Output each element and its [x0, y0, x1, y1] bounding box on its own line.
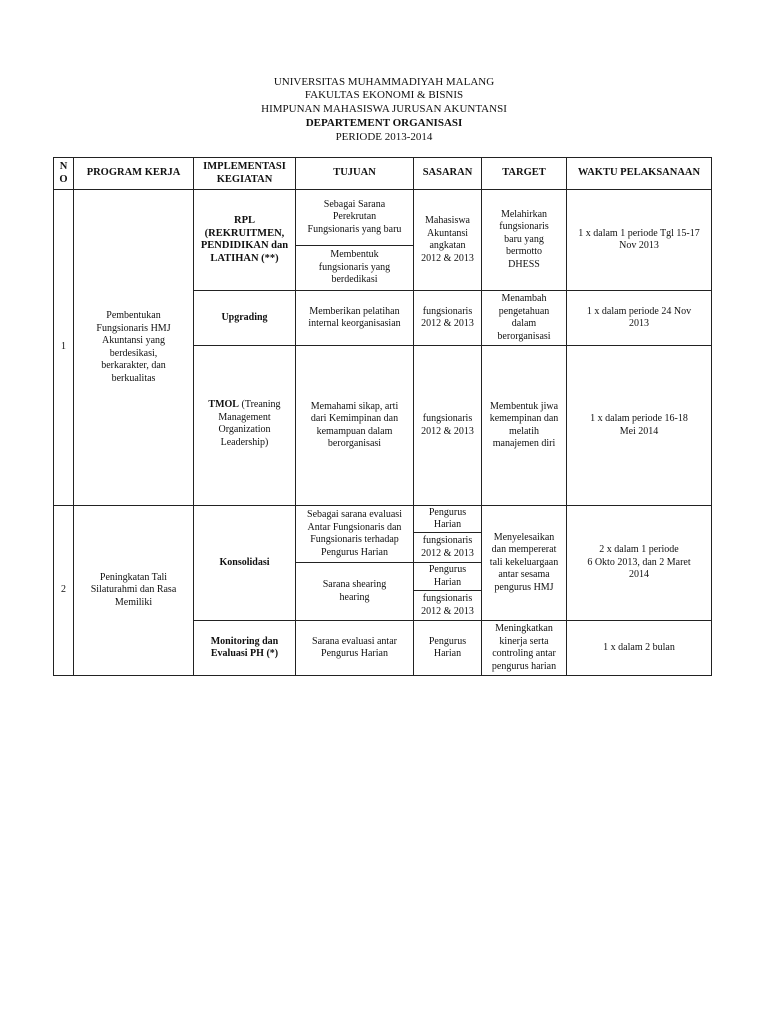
target: Membentuk jiwa kemempinan dan melatih manajemen diri — [481, 345, 567, 506]
activity-rpl: RPL (REKRUITMEN, PENDIDIKAN dan LATIHAN (**) — [193, 189, 296, 291]
target: Menyelesaikan dan mempererat tali kekeluargaan antar sesama pengurus HMJ — [481, 505, 567, 621]
sasaran: fungsionaris 2012 & 2013 — [413, 345, 482, 506]
department-name: DEPARTEMENT ORGANISASI — [305, 117, 463, 129]
activity-konsolidasi: Konsolidasi — [193, 505, 296, 621]
tujuan: Memberikan pelatihan internal keorganisasian — [295, 290, 414, 346]
program-kerja: Peningkatan Tali Silaturahmi dan Rasa Memiliki — [73, 505, 194, 676]
col-header-sasaran: SASARAN — [413, 157, 482, 190]
activity-tmol-acronym: TMOL — [208, 399, 239, 410]
tujuan: Membentuk fungsionaris yang berdedikasi — [295, 245, 414, 291]
row-no: 2 — [53, 505, 74, 676]
col-header-program: PROGRAM KERJA — [73, 157, 194, 190]
col-header-waktu: WAKTU PELAKSANAAN — [566, 157, 712, 190]
program-kerja: Pembentukan Fungsionaris HMJ Akuntansi yang berdesikasi, berkarakter, dan berkualitas — [73, 189, 194, 506]
sasaran: fungsionaris 2012 & 2013 — [413, 290, 482, 346]
col-header-tujuan: TUJUAN — [295, 157, 414, 190]
sasaran: fungsionaris 2012 & 2013 — [413, 590, 482, 621]
waktu: 1 x dalam periode 24 Nov 2013 — [566, 290, 712, 346]
row-no: 1 — [53, 189, 74, 506]
target: Menambah pengetahuan dalam berorganisasi — [481, 290, 567, 346]
sasaran: Pengurus Harian — [413, 620, 482, 676]
waktu: 1 x dalam periode 16-18 Mei 2014 — [566, 345, 712, 506]
target: Melahirkan fungsionaris baru yang bermotto DHESS — [481, 189, 567, 291]
tujuan: Sarana evaluasi antar Pengurus Harian — [295, 620, 414, 676]
tujuan: Sebagai sarana evaluasi Antar Fungsionaris dan Fungsionaris terhadap Pengurus Harian — [295, 505, 414, 563]
col-header-no: N O — [53, 157, 74, 190]
faculty-name: FAKULTAS EKONOMI & BISNIS — [304, 89, 464, 101]
association-name: HIMPUNAN MAHASISWA JURUSAN AKUNTANSI — [261, 103, 507, 115]
sasaran: Mahasiswa Akuntansi angkatan 2012 & 2013 — [413, 189, 482, 291]
activity-monitoring: Monitoring dan Evaluasi PH (*) — [193, 620, 296, 676]
waktu: 1 x dalam 1 periode Tgl 15-17 Nov 2013 — [566, 189, 712, 291]
activity-tmol-full: (Treaning Management Organization Leadership) — [218, 399, 281, 448]
col-header-target: TARGET — [481, 157, 567, 190]
activity-upgrading: Upgrading — [193, 290, 296, 346]
waktu: 1 x dalam 2 bulan — [566, 620, 712, 676]
activity-tmol — [193, 345, 296, 506]
col-header-implementasi: IMPLEMENTASI KEGIATAN — [193, 157, 296, 190]
sasaran: fungsionaris 2012 & 2013 — [413, 532, 482, 563]
target: Meningkatkan kinerja serta controling antar pengurus harian — [481, 620, 567, 676]
sasaran: Pengurus Harian — [413, 562, 482, 591]
sasaran: Pengurus Harian — [413, 505, 482, 533]
period: PERIODE 2013-2014 — [335, 131, 433, 143]
tujuan: Memahami sikap, arti dari Kemimpinan dan kemampuan dalam berorganisasi — [295, 345, 414, 506]
waktu: 2 x dalam 1 periode 6 Okto 2013, dan 2 Maret 2014 — [566, 505, 712, 621]
university-name: UNIVERSITAS MUHAMMADIYAH MALANG — [273, 76, 495, 88]
tujuan: Sebagai Sarana Perekrutan Fungsionaris yang baru — [295, 189, 414, 246]
tujuan: Sarana shearing hearing — [295, 562, 414, 621]
